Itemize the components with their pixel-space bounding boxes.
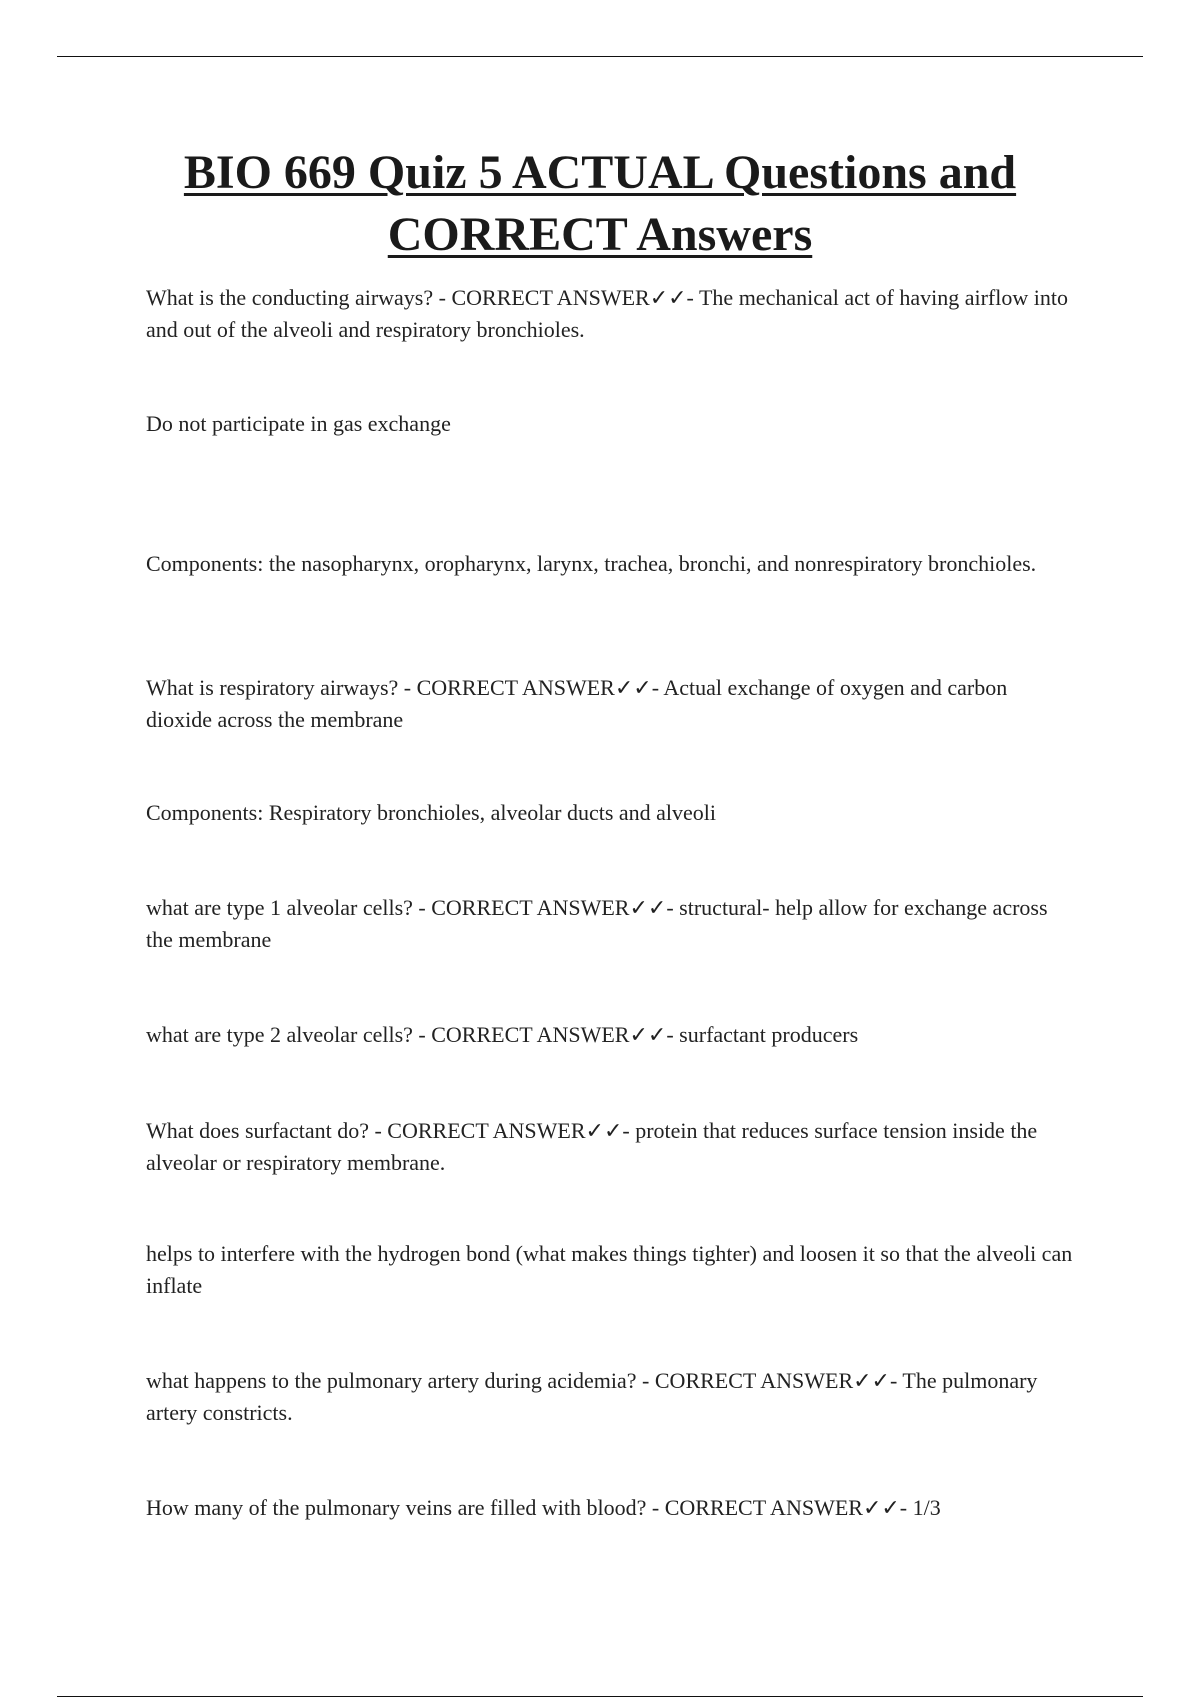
document-title	[100, 142, 1100, 266]
bottom-rule	[57, 1696, 1143, 1697]
qa-respiratory-airways: What is respiratory airways? - CORRECT ANSWER✓✓- Actual exchange of oxygen and carbon dioxide across the membrane	[146, 675, 1008, 732]
qa-surfactant: What does surfactant do? - CORRECT ANSWER✓✓- protein that reduces surface tension inside the alveolar or respiratory membrane.	[146, 1118, 1038, 1175]
note-conducting-components: Components: the nasopharynx, oropharynx, larynx, trachea, bronchi, and nonrespiratory bronchioles.	[146, 551, 1037, 576]
qa-pulmonary-veins: How many of the pulmonary veins are filled with blood? - CORRECT ANSWER✓✓- 1/3	[146, 1495, 941, 1520]
note-hydrogen-bond: helps to interfere with the hydrogen bond (what makes things tighter) and loosen it so that the alveoli can inflate	[146, 1241, 1073, 1298]
qa-type2-alveolar-cells: what are type 2 alveolar cells? - CORRECT ANSWER✓✓- surfactant producers	[146, 1022, 859, 1047]
top-rule	[57, 56, 1143, 57]
note-respiratory-components: Components: Respiratory bronchioles, alveolar ducts and alveoli	[146, 800, 717, 825]
title-line-2: CORRECT Answers	[387, 208, 813, 261]
qa-conducting-airways: What is the conducting airways? - CORRECT ANSWER✓✓- The mechanical act of having airflow into and out of the alveoli and respiratory bronchioles.	[146, 285, 1068, 342]
title-line-1: BIO 669 Quiz 5 ACTUAL Questions and	[183, 146, 1017, 199]
note-no-gas-exchange: Do not participate in gas exchange	[146, 411, 451, 436]
qa-pulmonary-artery-acidemia: what happens to the pulmonary artery during acidemia? - CORRECT ANSWER✓✓- The pulmonary artery constricts.	[146, 1368, 1038, 1425]
qa-type1-alveolar-cells: what are type 1 alveolar cells? - CORRECT ANSWER✓✓- structural- help allow for exchange across the membrane	[146, 895, 1048, 952]
